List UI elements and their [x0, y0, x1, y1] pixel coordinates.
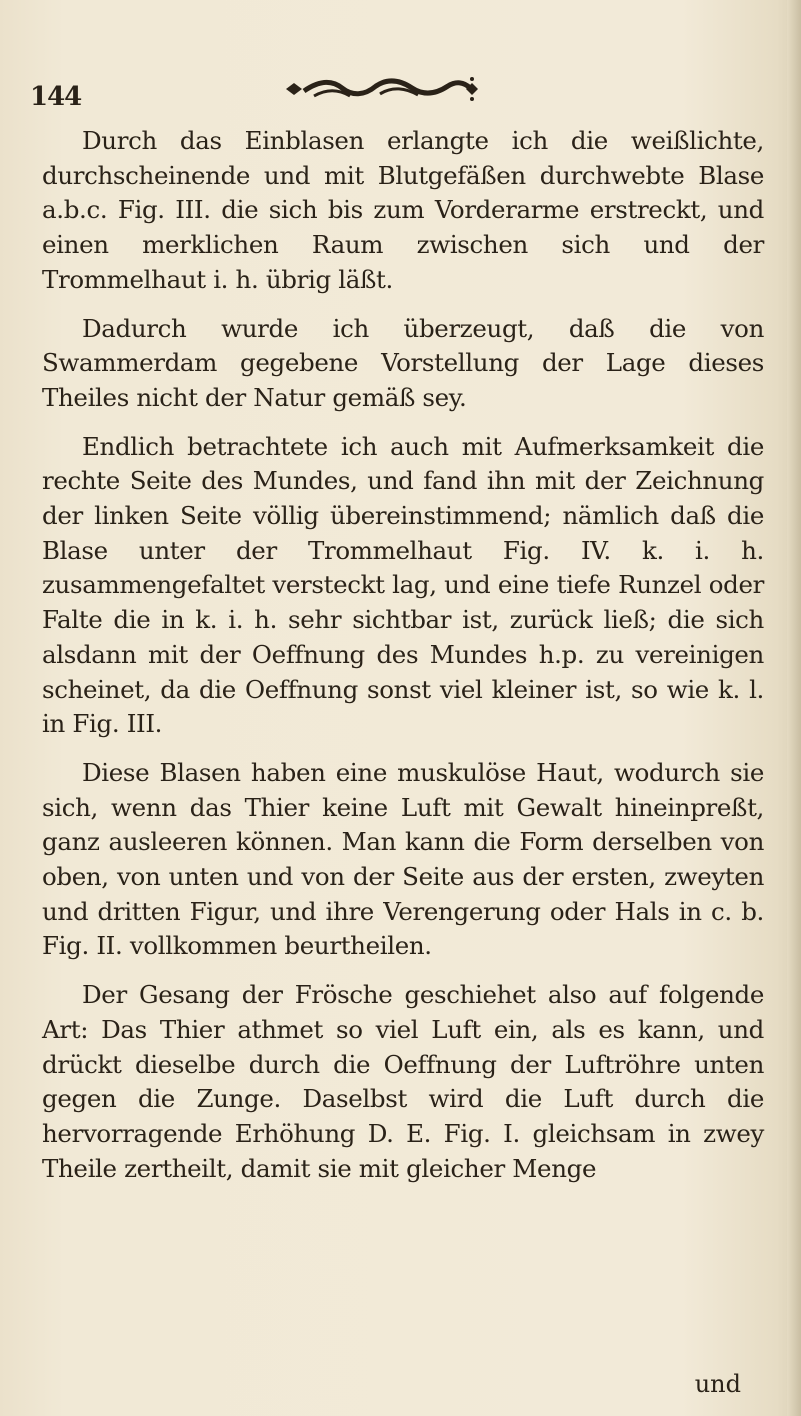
paragraph-4: Diese Blasen haben eine muskulöse Haut, wodurch sie sich, wenn das Thier keine Luft mit Gewalt hineinpreßt, ganz ausleeren können. Man kann die Form derselben von oben, von unten und von der Seite aus der ersten, zweyten und dritten Figur, und ihre Verengerung oder Hals in c. b. Fig. II. vollkommen beurtheilen. [42, 757, 764, 961]
paragraph-1: Durch das Einblasen erlangte ich die weißlichte, durchscheinende und mit Blutgefäßen durchwebte Blase a.b.c. Fig. III. die sich bis zum Vorderarme erstreckt, und einen merklichen Raum zwischen sich und der Trommelhaut i. h. übrig läßt. [42, 126, 764, 294]
page-number: 144 [30, 82, 82, 112]
paragraph-5: Der Gesang der Frösche geschiehet also auf folgende Art: Das Thier athmet so viel Luft ein, als es kann, und drückt dieselbe durch die Oeffnung der Luftröhre unten gegen die Zunge. Daselbst wird die Luft durch die hervorragende Erhöhung D. E. Fig. I. gleichsam in zwey Theile zertheilt, damit sie mit gleicher Menge [42, 980, 764, 1183]
body-text [42, 124, 764, 1186]
paragraph-3: Endlich betrachtete ich auch mit Aufmerksamkeit die rechte Seite des Mundes, und fand ihn mit der Zeichnung der linken Seite völlig übereinstimmend; nämlich daß die Blase unter der Trommelhaut Fig. IV. k. i. h. zusammengefaltet versteckt lag, und eine tiefe Runzel oder Falte die in k. i. h. sehr sichtbar ist, zurück ließ; die sich alsdann mit der Oeffnung des Mundes h.p. zu vereinigen scheinet, da die Oeffnung sonst viel kleiner ist, so wie k. l. in Fig. III. [42, 431, 764, 739]
page-header [30, 72, 750, 112]
catchword: und [694, 1370, 741, 1398]
page-edge [787, 0, 801, 1416]
printer-ornament-icon [280, 74, 480, 104]
paragraph-2: Dadurch wurde ich überzeugt, daß die von Swammerdam gegebene Vorstellung der Lage dieses Theiles nicht der Natur gemäß sey. [42, 313, 764, 412]
